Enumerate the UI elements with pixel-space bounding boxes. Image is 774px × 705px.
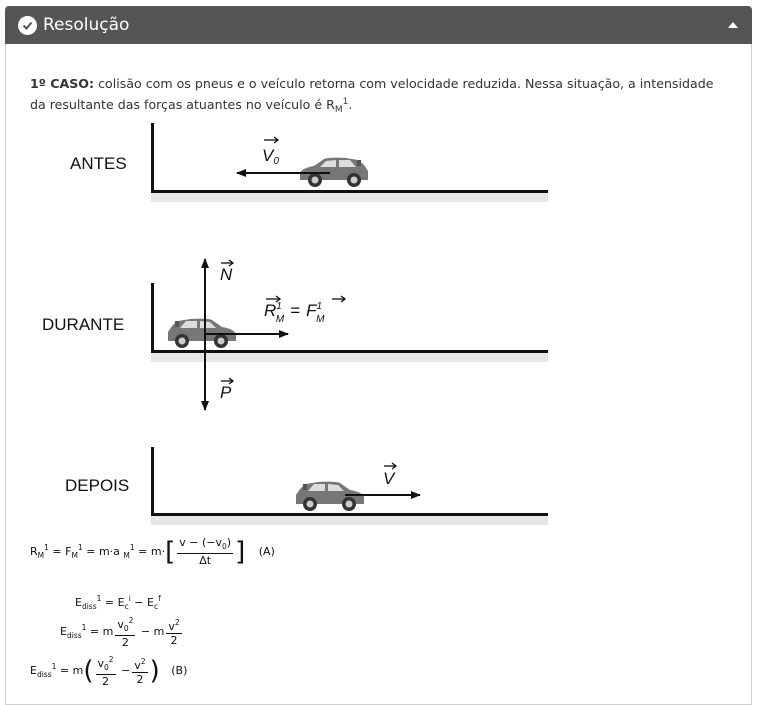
label-durante: DURANTE — [42, 315, 125, 334]
case-text: colisão com os pneus e o veículo retorna com velocidade reduzida. Nessa situação, a intensidade da resultante das forças atuantes no veículo é R — [30, 76, 714, 112]
equation-ediss-expanded — [60, 615, 184, 649]
durante-ground — [151, 350, 548, 353]
label-depois: DEPOIS — [65, 476, 130, 495]
eq1-fraction — [177, 537, 233, 567]
eq1-numerator: v − (−v — [179, 536, 223, 549]
antes-ground — [151, 190, 548, 193]
eq4-v: v — [134, 659, 141, 672]
eq2-sup-f: f — [158, 594, 161, 603]
eq4-eq: = m — [59, 664, 84, 677]
eq3-sub0: 0 — [123, 624, 129, 633]
durante-ground-shade — [151, 353, 548, 362]
eq3-den2: 2 — [170, 634, 178, 647]
eq2-sup-i: i — [128, 594, 131, 603]
eq2-sub-c: c — [124, 602, 129, 611]
eq1-f: = F — [52, 545, 72, 558]
eq3-frac1 — [115, 615, 135, 649]
eq1-m: = m· — [138, 545, 166, 558]
v0-label: V0 — [262, 146, 279, 167]
eq3-frac2 — [166, 617, 181, 647]
v-label: V — [383, 469, 395, 488]
case-label: 1º CASO: — [30, 76, 95, 91]
eq2-e: E — [75, 596, 82, 609]
eq4-sup2b: 2 — [140, 657, 146, 666]
eq4-den2: 2 — [136, 673, 144, 686]
car-depois — [296, 482, 364, 511]
eq4-v0: v — [97, 657, 105, 670]
eq3-sup2: 2 — [128, 616, 134, 625]
eq4-sup-1: 1 — [51, 662, 57, 671]
eq4-sub-diss: diss — [36, 670, 52, 679]
equation-ediss — [75, 594, 161, 611]
eq4-den1: 2 — [102, 675, 110, 688]
eq4-label: (B) — [171, 664, 188, 677]
depois-wall — [151, 447, 154, 515]
equation-b: $E_{diss}^1 = m$( $\frac{v_0^2}{2}$ − $\frac{v^2}{2}$ ) (B) — [30, 655, 188, 688]
weight-label: P — [220, 383, 232, 402]
eq4-frac2 — [132, 656, 147, 686]
eq1-ma: = m·a — [86, 545, 120, 558]
eq2-sub-c2: c — [153, 602, 159, 611]
durante-wall — [151, 283, 154, 351]
eq1-num-sub: 0 — [222, 542, 227, 551]
eq2-minus-ec: − E — [134, 596, 154, 609]
eq1-sup-1b: 1 — [77, 543, 83, 552]
panel-title: Resolução — [43, 15, 130, 35]
case-sup: 1 — [342, 97, 349, 107]
eq4-minus: − — [121, 664, 131, 677]
eq1-sub-m3: M — [123, 551, 130, 560]
label-antes: ANTES — [70, 154, 127, 173]
normal-label: N — [220, 265, 233, 284]
eq4-frac1 — [96, 654, 116, 688]
eq3-v: v — [168, 620, 175, 633]
antes-wall — [151, 123, 154, 191]
case-sub: M — [334, 105, 343, 115]
eq1-r: R — [30, 545, 38, 558]
eq2-sup-1: 1 — [96, 594, 102, 603]
equation-a: $R_M^1 = F_M^1 = m\cdot a$ $_M^1$ = m·[ $\frac{v - (-v_0)}{\Delta t}$ ] (A) — [30, 536, 275, 567]
eq1-denominator: Δt — [199, 554, 212, 567]
eq1-sub-m2: M — [71, 551, 78, 560]
eq4-sup2: 2 — [108, 655, 114, 664]
resultant-force-label: $R^1$ $M = F^1$ M — [264, 301, 325, 325]
eq3-minus: − m — [140, 625, 165, 638]
eq3-den1: 2 — [121, 636, 129, 649]
depois-ground-shade — [151, 516, 548, 525]
eq2-ec: = E — [104, 596, 125, 609]
eq4-sub0: 0 — [104, 663, 109, 672]
eq3-sup2b: 2 — [174, 618, 180, 627]
eq3-eq: = m — [89, 625, 114, 638]
eq1-label: (A) — [258, 545, 275, 558]
eq1-num-end: ) — [226, 536, 232, 549]
antes-ground-shade — [151, 193, 548, 202]
eq2-sub-diss: diss — [81, 602, 97, 611]
eq3-v0: v — [117, 618, 124, 631]
depois-ground — [151, 513, 548, 516]
eq3-sub-diss: diss — [66, 631, 82, 640]
eq1-sub-m: M — [37, 551, 45, 560]
eq1-sup-1: 1 — [44, 543, 49, 552]
eq1-sup-1c: 1 — [129, 543, 135, 552]
eq4-e: E — [30, 664, 37, 677]
eq3-e: E — [60, 625, 67, 638]
case-end: . — [348, 97, 353, 112]
eq3-sup-1: 1 — [81, 623, 87, 632]
